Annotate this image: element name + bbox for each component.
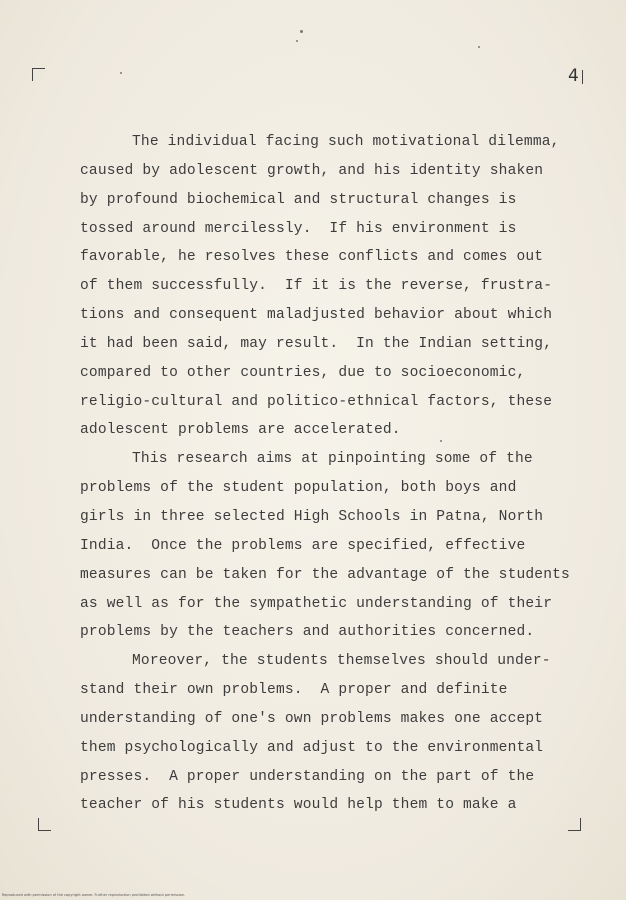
text-line: them psychologically and adjust to the environmental	[80, 739, 544, 756]
paper-speck	[120, 72, 122, 74]
footer-stamp: Reproduced with permission of the copyright owner. Further reproduction prohibited without permission.	[2, 893, 186, 897]
crop-mark-top-left	[32, 68, 45, 81]
text-line: teacher of his students would help them to make a	[80, 797, 517, 814]
crop-mark-bottom-left	[38, 818, 51, 831]
text-line: tions and consequent maladjusted behavior about which	[80, 307, 553, 324]
paper-speck	[300, 30, 303, 33]
text-line: stand their own problems. A proper and definite	[80, 682, 508, 699]
text-line: as well as for the sympathetic understanding of their	[80, 595, 553, 612]
text-line: compared to other countries, due to socioeconomic,	[80, 364, 526, 381]
text-line: The individual facing such motivational dilemma,	[132, 134, 560, 150]
text-line: problems by the teachers and authorities concerned.	[80, 624, 535, 641]
text-line: This research aims at pinpointing some of the	[132, 451, 533, 468]
text-line: of them successfully. If it is the reverse, frustra-	[80, 278, 553, 295]
text-line: presses. A proper understanding on the part of the	[80, 768, 535, 785]
text-line: by profound biochemical and structural changes is	[80, 191, 517, 208]
text-line: problems of the student population, both boys and	[80, 480, 517, 497]
text-line: it had been said, may result. In the Indian setting,	[80, 335, 553, 352]
paper-speck	[478, 46, 480, 48]
text-line: tossed around mercilessly. If his environment is	[80, 220, 517, 237]
text-line: measures can be taken for the advantage of the students	[80, 566, 570, 583]
text-line: caused by adolescent growth, and his identity shaken	[80, 162, 544, 179]
page-number: 4	[568, 66, 579, 86]
text-line: adolescent problems are accelerated.	[80, 422, 401, 439]
paper-speck	[296, 40, 298, 42]
text-line: understanding of one's own problems makes one accept	[80, 710, 544, 727]
text-line: India. Once the problems are specified, effective	[80, 537, 526, 554]
body-text	[80, 128, 600, 820]
paper-speck	[440, 440, 442, 442]
text-line: favorable, he resolves these conflicts and comes out	[80, 249, 544, 266]
text-line: Moreover, the students themselves should under-	[132, 653, 551, 670]
text-line: girls in three selected High Schools in Patna, North	[80, 508, 544, 525]
text-line: religio-cultural and politico-ethnical factors, these	[80, 393, 553, 410]
